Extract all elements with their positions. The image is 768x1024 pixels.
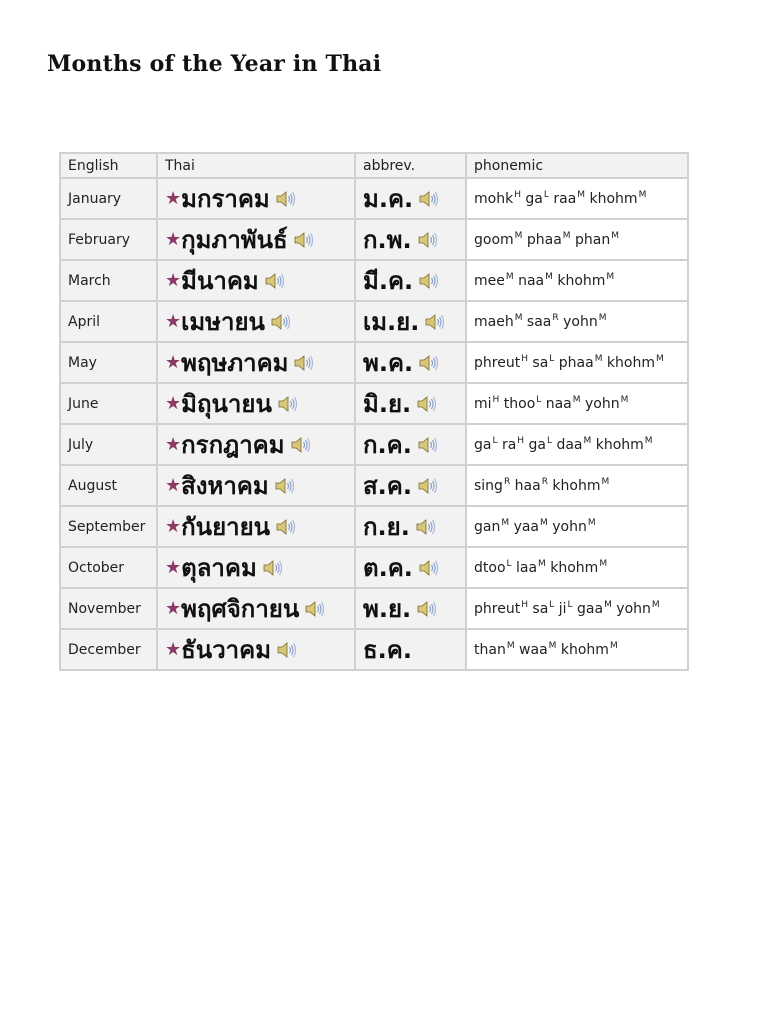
phonemic-syllable: gaa xyxy=(577,601,604,617)
phonemic-syllable: khohm xyxy=(589,191,638,207)
table-header-row xyxy=(60,153,688,178)
table-row xyxy=(60,383,688,424)
english-month: February xyxy=(60,219,157,260)
star-icon[interactable]: ★ xyxy=(165,475,182,496)
speaker-icon[interactable] xyxy=(417,436,439,454)
tone-mark: M xyxy=(514,313,523,323)
table-row xyxy=(60,465,688,506)
star-icon[interactable]: ★ xyxy=(165,598,182,619)
english-month: November xyxy=(60,588,157,629)
speaker-icon[interactable] xyxy=(416,395,438,413)
english-month: June xyxy=(60,383,157,424)
tone-mark: M xyxy=(620,395,629,405)
phonemic-syllable: sa xyxy=(532,355,549,371)
english-month: August xyxy=(60,465,157,506)
speaker-icon[interactable] xyxy=(415,518,437,536)
speaker-icon[interactable] xyxy=(293,354,315,372)
speaker-icon[interactable] xyxy=(418,559,440,577)
tone-mark: M xyxy=(651,600,660,610)
thai-month-cell xyxy=(157,465,355,506)
table-row xyxy=(60,506,688,547)
phonemic-syllable: khohm xyxy=(595,437,644,453)
phonemic-syllable: goom xyxy=(474,232,514,248)
tone-mark: M xyxy=(609,641,618,651)
phonemic-syllable: mee xyxy=(474,273,505,289)
phonemic-syllable: mohk xyxy=(474,191,514,207)
tone-mark: M xyxy=(611,231,619,241)
phonemic-cell xyxy=(466,301,688,342)
phonemic-syllable: khohm xyxy=(550,560,599,576)
english-month: December xyxy=(60,629,157,670)
english-month: October xyxy=(60,547,157,588)
tone-mark: M xyxy=(506,641,515,651)
abbrev-cell xyxy=(355,342,466,383)
english-month: May xyxy=(60,342,157,383)
header-abbrev: abbrev. xyxy=(355,153,466,178)
thai-month: เมษายน xyxy=(181,308,265,336)
abbrev-text: ต.ค. xyxy=(363,554,413,582)
star-icon[interactable]: ★ xyxy=(165,393,182,414)
speaker-icon[interactable] xyxy=(418,272,440,290)
tone-mark: L xyxy=(492,436,498,446)
phonemic-syllable: waa xyxy=(519,642,548,658)
tone-mark: L xyxy=(536,395,542,405)
tone-mark: L xyxy=(567,600,573,610)
tone-mark: M xyxy=(598,313,607,323)
speaker-icon[interactable] xyxy=(418,354,440,372)
phonemic-syllable: phreut xyxy=(474,601,521,617)
speaker-icon[interactable] xyxy=(275,518,297,536)
tone-mark: L xyxy=(549,354,555,364)
thai-month: มีนาคม xyxy=(181,267,259,295)
tone-mark: R xyxy=(503,477,511,487)
table-row xyxy=(60,547,688,588)
header-thai: Thai xyxy=(157,153,355,178)
phonemic-cell xyxy=(466,424,688,465)
phonemic-syllable: laa xyxy=(515,560,538,576)
abbrev-cell xyxy=(355,588,466,629)
abbrev-cell xyxy=(355,629,466,670)
phonemic-syllable: ra xyxy=(501,437,517,453)
star-icon[interactable]: ★ xyxy=(165,557,182,578)
table-row xyxy=(60,260,688,301)
phonemic-syllable: ga xyxy=(525,191,543,207)
thai-month-cell xyxy=(157,424,355,465)
phonemic-syllable: raa xyxy=(553,191,577,207)
speaker-icon[interactable] xyxy=(417,477,439,495)
english-month: July xyxy=(60,424,157,465)
phonemic-cell xyxy=(466,260,688,301)
phonemic-cell xyxy=(466,547,688,588)
thai-month: กันยายน xyxy=(181,513,271,541)
abbrev-cell xyxy=(355,301,466,342)
tone-mark: M xyxy=(577,190,586,200)
english-month: September xyxy=(60,506,157,547)
thai-month: พฤศจิกายน xyxy=(181,595,300,623)
thai-month-cell xyxy=(157,342,355,383)
thai-month: กรกฎาคม xyxy=(181,431,285,459)
speaker-icon[interactable] xyxy=(417,231,439,249)
abbrev-cell xyxy=(355,178,466,219)
abbrev-text: ส.ค. xyxy=(363,472,412,500)
abbrev-cell xyxy=(355,424,466,465)
phonemic-syllable: khohm xyxy=(560,642,609,658)
abbrev-text: มี.ค. xyxy=(363,267,414,295)
tone-mark: M xyxy=(545,272,553,282)
tone-mark: H xyxy=(521,600,528,610)
tone-mark: M xyxy=(601,477,610,487)
star-icon[interactable]: ★ xyxy=(165,311,182,332)
table-row xyxy=(60,301,688,342)
speaker-icon[interactable] xyxy=(304,600,326,618)
tone-mark: M xyxy=(514,231,523,241)
thai-month-cell xyxy=(157,629,355,670)
abbrev-text: ธ.ค. xyxy=(363,636,412,664)
phonemic-cell xyxy=(466,506,688,547)
star-icon[interactable]: ★ xyxy=(165,229,182,250)
tone-mark: M xyxy=(638,190,647,200)
abbrev-text: ก.พ. xyxy=(363,226,412,254)
header-phonemic: phonemic xyxy=(466,153,688,178)
thai-month: พฤษภาคม xyxy=(181,349,289,377)
thai-month-cell xyxy=(157,178,355,219)
table-row xyxy=(60,219,688,260)
phonemic-syllable: khohm xyxy=(557,273,606,289)
tone-mark: M xyxy=(587,518,596,528)
phonemic-cell xyxy=(466,465,688,506)
phonemic-syllable: phaa xyxy=(558,355,594,371)
phonemic-syllable: thoo xyxy=(503,396,536,412)
table-row xyxy=(60,178,688,219)
tone-mark: M xyxy=(538,559,546,569)
tone-mark: M xyxy=(562,231,571,241)
phonemic-cell xyxy=(466,588,688,629)
tone-mark: M xyxy=(505,272,514,282)
abbrev-text: ก.ย. xyxy=(363,513,410,541)
phonemic-syllable: yohn xyxy=(552,519,587,535)
tone-mark: M xyxy=(594,354,603,364)
tone-mark: M xyxy=(644,436,653,446)
abbrev-cell xyxy=(355,219,466,260)
phonemic-syllable: saa xyxy=(526,314,552,330)
abbrev-text: ก.ค. xyxy=(363,431,412,459)
phonemic-syllable: mi xyxy=(474,396,492,412)
phonemic-syllable: haa xyxy=(514,478,541,494)
page-title: Months of the Year in Thai xyxy=(47,51,382,77)
abbrev-text: พ.ค. xyxy=(363,349,414,377)
phonemic-syllable: sa xyxy=(532,601,549,617)
english-month: January xyxy=(60,178,157,219)
thai-month-cell xyxy=(157,588,355,629)
phonemic-cell xyxy=(466,219,688,260)
tone-mark: M xyxy=(572,395,581,405)
phonemic-syllable: ji xyxy=(558,601,567,617)
speaker-icon[interactable] xyxy=(275,190,297,208)
tone-mark: L xyxy=(543,190,549,200)
tone-mark: M xyxy=(655,354,664,364)
abbrev-text: ม.ค. xyxy=(363,185,414,213)
table-row xyxy=(60,629,688,670)
star-icon[interactable]: ★ xyxy=(165,352,182,373)
phonemic-syllable: yohn xyxy=(563,314,598,330)
phonemic-syllable: yohn xyxy=(584,396,620,412)
speaker-icon[interactable] xyxy=(293,231,315,249)
phonemic-syllable: ga xyxy=(474,437,492,453)
tone-mark: L xyxy=(549,600,555,610)
abbrev-text: พ.ย. xyxy=(363,595,412,623)
phonemic-syllable: phan xyxy=(575,232,611,248)
table-body xyxy=(60,178,688,670)
speaker-icon[interactable] xyxy=(418,190,440,208)
phonemic-syllable: yaa xyxy=(513,519,540,535)
phonemic-cell xyxy=(466,383,688,424)
phonemic-syllable: khohm xyxy=(552,478,601,494)
star-icon[interactable]: ★ xyxy=(165,516,182,537)
english-month: March xyxy=(60,260,157,301)
speaker-icon[interactable] xyxy=(264,272,286,290)
thai-month-cell xyxy=(157,506,355,547)
tone-mark: M xyxy=(606,272,615,282)
speaker-icon[interactable] xyxy=(270,313,292,331)
phonemic-syllable: gan xyxy=(474,519,501,535)
phonemic-cell xyxy=(466,342,688,383)
speaker-icon[interactable] xyxy=(424,313,446,331)
abbrev-cell xyxy=(355,506,466,547)
tone-mark: H xyxy=(492,395,500,405)
tone-mark: M xyxy=(599,559,608,569)
tone-mark: M xyxy=(548,641,557,651)
thai-month-cell xyxy=(157,301,355,342)
abbrev-text: เม.ย. xyxy=(363,308,420,336)
thai-month: กุมภาพันธ์ xyxy=(181,226,288,254)
tone-mark: H xyxy=(521,354,528,364)
phonemic-syllable: phreut xyxy=(474,355,521,371)
thai-month: สิงหาคม xyxy=(181,472,269,500)
phonemic-cell xyxy=(466,178,688,219)
tone-mark: M xyxy=(583,436,592,446)
star-icon[interactable]: ★ xyxy=(165,270,182,291)
thai-month: ธันวาคม xyxy=(181,636,272,664)
speaker-icon[interactable] xyxy=(276,641,298,659)
phonemic-syllable: dtoo xyxy=(474,560,506,576)
tone-mark: R xyxy=(552,313,559,323)
star-icon[interactable]: ★ xyxy=(165,434,182,455)
thai-month: ตุลาคม xyxy=(181,554,257,582)
phonemic-cell xyxy=(466,629,688,670)
phonemic-syllable: than xyxy=(474,642,506,658)
abbrev-cell xyxy=(355,383,466,424)
abbrev-cell xyxy=(355,260,466,301)
thai-month: มกราคม xyxy=(181,185,270,213)
thai-month-cell xyxy=(157,219,355,260)
phonemic-syllable: naa xyxy=(518,273,545,289)
abbrev-cell xyxy=(355,547,466,588)
thai-month: มิถุนายน xyxy=(181,390,272,418)
phonemic-syllable: maeh xyxy=(474,314,514,330)
speaker-icon[interactable] xyxy=(274,477,296,495)
phonemic-syllable: daa xyxy=(556,437,583,453)
tone-mark: M xyxy=(604,600,612,610)
star-icon[interactable]: ★ xyxy=(165,188,182,209)
header-english: English xyxy=(60,153,157,178)
phonemic-syllable: khohm xyxy=(606,355,655,371)
thai-month-cell xyxy=(157,547,355,588)
table-row xyxy=(60,424,688,465)
tone-mark: M xyxy=(540,518,548,528)
phonemic-syllable: ga xyxy=(528,437,546,453)
speaker-icon[interactable] xyxy=(277,395,299,413)
tone-mark: H xyxy=(514,190,521,200)
star-icon[interactable]: ★ xyxy=(165,639,182,660)
abbrev-text: มิ.ย. xyxy=(363,390,412,418)
tone-mark: R xyxy=(541,477,548,487)
speaker-icon[interactable] xyxy=(290,436,312,454)
tone-mark: L xyxy=(506,559,512,569)
english-month: April xyxy=(60,301,157,342)
phonemic-syllable: phaa xyxy=(526,232,562,248)
thai-month-cell xyxy=(157,260,355,301)
tone-mark: L xyxy=(546,436,552,446)
phonemic-syllable: naa xyxy=(545,396,572,412)
speaker-icon[interactable] xyxy=(262,559,284,577)
table-row xyxy=(60,588,688,629)
speaker-icon[interactable] xyxy=(416,600,438,618)
tone-mark: H xyxy=(517,436,525,446)
table-row xyxy=(60,342,688,383)
tone-mark: M xyxy=(501,518,510,528)
thai-month-cell xyxy=(157,383,355,424)
months-table xyxy=(59,152,689,671)
phonemic-syllable: sing xyxy=(474,478,503,494)
abbrev-cell xyxy=(355,465,466,506)
phonemic-syllable: yohn xyxy=(616,601,651,617)
